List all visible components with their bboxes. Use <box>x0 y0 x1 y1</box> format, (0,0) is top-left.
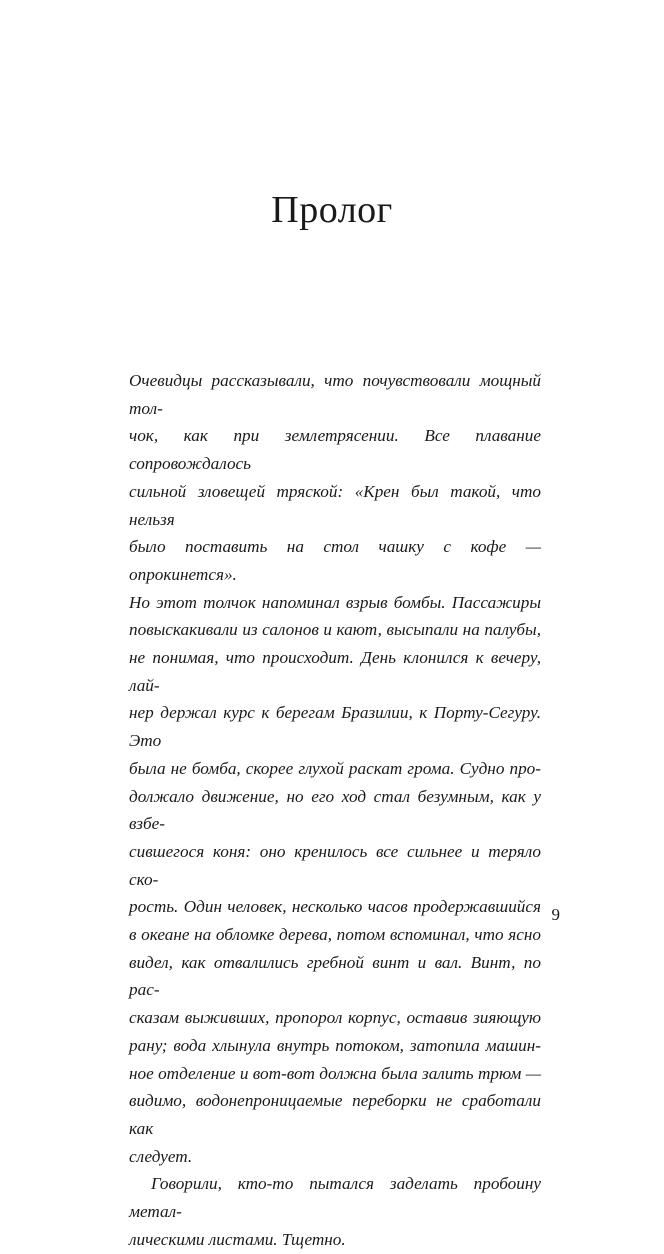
text-line: Говорили, кто-то пытался заделать пробоину метал- <box>129 1174 541 1222</box>
text-line: следует. <box>129 1146 193 1166</box>
text-line: было поставить на стол чашку с кофе — опрокинется». <box>129 537 541 584</box>
text-line: лическими листами. Тщетно. <box>129 1229 346 1249</box>
paragraph-1 <box>129 367 541 1170</box>
text-line: сказам выживших, пропорол корпус, оставив зияющую <box>129 1008 541 1028</box>
chapter-body <box>129 367 541 1254</box>
text-line: была не бомба, скорее глухой раскат грома. Судно про- <box>129 758 541 778</box>
text-line: не понимая, что происходит. День клонился к вечеру, лай- <box>129 648 541 695</box>
paragraph-2 <box>129 1170 541 1253</box>
text-line: видимо, водонепроницаемые переборки не сработали как <box>129 1091 541 1138</box>
chapter-title: Пролог <box>271 189 393 231</box>
text-line: сильной зловещей тряской: «Крен был такой, что нельзя <box>129 481 541 529</box>
page-number: 9 <box>551 905 560 924</box>
text-line: чок, как при землетрясении. Все плавание сопровождалось <box>129 426 541 474</box>
text-line: сившегося коня: оно кренилось все сильнее и теряло ско- <box>129 841 541 889</box>
text-line: ное отделение и вот-вот должна была залить трюм — <box>129 1063 541 1083</box>
text-line: видел, как отвалились гребной винт и вал. Винт, по рас- <box>129 952 541 1000</box>
text-line: должало движение, но его ход стал безумным, как у взбе- <box>129 786 541 834</box>
text-line: нер держал курс к берегам Бразилии, к Порту-Сегуру. Это <box>129 703 541 751</box>
text-line: Очевидцы рассказывали, что почувствовали мощный тол- <box>129 371 541 418</box>
text-line: рость. Один человек, несколько часов продержавшийся <box>129 897 541 917</box>
text-line: Но этот толчок напоминал взрыв бомбы. Пассажиры <box>129 592 541 612</box>
text-line: в океане на обломке дерева, потом вспоминал, что ясно <box>129 925 541 945</box>
text-line: повыскакивали из салонов и кают, высыпали на палубы, <box>129 620 541 640</box>
text-line: рану; вода хлынула внутрь потоком, затопила машин- <box>129 1035 541 1055</box>
